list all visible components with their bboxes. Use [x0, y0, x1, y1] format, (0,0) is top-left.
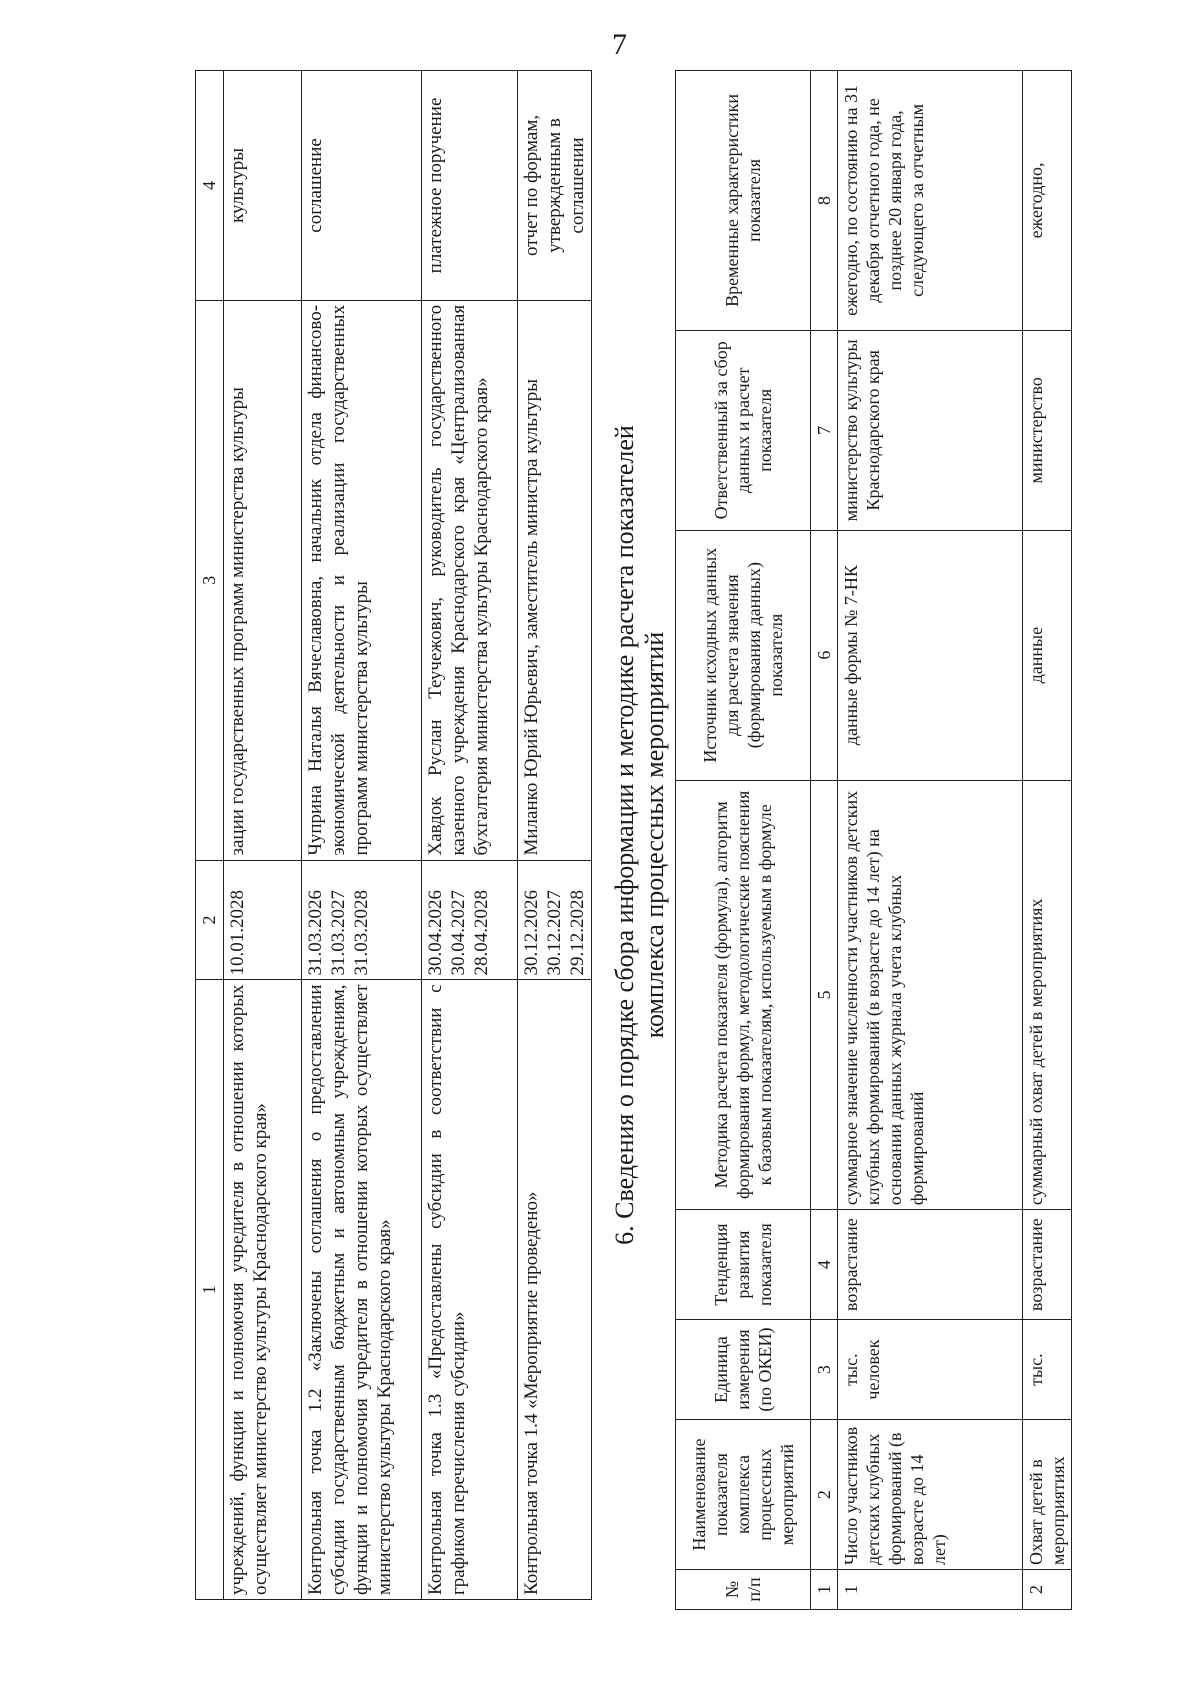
column-header: № п/п: [676, 1570, 811, 1610]
indicator-name: Охват детей в мероприятиях: [1023, 1420, 1072, 1570]
section-title-line: 6. Сведения о порядке сбора информации и методике расчета показателей: [610, 425, 639, 1245]
indicators-method-table: [675, 70, 1072, 1610]
data-source: данные формы № 7-НК: [838, 530, 1023, 780]
table-row: [422, 71, 518, 1600]
date: 30.04.2027: [448, 889, 469, 976]
table-header-row: [196, 71, 224, 1600]
responsible-person: Чуприна Наталья Вячеславовна, начальник отдела финансово-экономической деятельности и реализации государственных программ министерства культуры: [302, 300, 422, 860]
date: 30.04.2026: [425, 889, 446, 976]
table-row: [1023, 71, 1072, 1610]
control-point-description: Контрольная точка 1.2 «Заключены соглашения о предоставлении субсидии государственным бюджетным и автономным учреждениям, функции и полномочия учредителя в отношении которых осуществляет министерство культуры Краснодарского края»: [302, 980, 422, 1600]
document-type: соглашение: [302, 71, 422, 301]
control-point-description: Контрольная точка 1.3 «Предоставлены субсидии в соответствии с графиком перечисления субсидии»: [422, 980, 518, 1600]
date: 31.03.2026: [305, 889, 326, 976]
indicator-name: Число участников детских клубных формирований (в возрасте до 14 лет): [838, 1420, 1023, 1570]
date: 29.12.2028: [567, 889, 588, 976]
row-number: 2: [1023, 1570, 1072, 1610]
rotated-page-content: [80, 70, 1120, 1630]
unit: тыс.: [1023, 1320, 1072, 1420]
trend: возрастание: [838, 1210, 1023, 1320]
column-number: 4: [196, 71, 224, 301]
time-characteristics: ежегодно, по состоянию на 31 декабря отчетного года, не позднее 20 января года, следующего за отчетным: [838, 71, 1023, 331]
column-number: 4: [811, 1210, 838, 1320]
control-point-dates: [302, 860, 422, 980]
trend: возрастание: [1023, 1210, 1072, 1320]
responsible-person: Хавдок Руслан Теучежович, руководитель государственного казенного учреждения Краснодарского края «Централизованная бухгалтерия министерства культуры Краснодарского края»: [422, 300, 518, 860]
control-point-description: Контрольная точка 1.4 «Мероприятие проведено»: [518, 980, 592, 1600]
date: 28.04.2028: [471, 889, 492, 976]
column-number: 5: [811, 780, 838, 1210]
column-header: Наименование показателя комплекса процессных мероприятий: [676, 1420, 811, 1570]
column-number: 2: [196, 860, 224, 980]
time-characteristics: ежегодно,: [1023, 71, 1072, 331]
page-number: 7: [612, 28, 627, 61]
control-point-dates: [224, 860, 302, 980]
table-row: [518, 71, 592, 1600]
date: 31.03.2028: [351, 889, 372, 976]
calculation-method: суммарное значение численности участников детских клубных формирований (в возрасте до 14 лет) на основании данных журнала учета клубных формирований: [838, 780, 1023, 1210]
control-point-dates: [422, 860, 518, 980]
column-header: Временные характеристики показателя: [676, 71, 811, 331]
column-header: Источник исходных данных для расчета значения (формирования данных) показателя: [676, 530, 811, 780]
document-type: культуры: [224, 71, 302, 301]
column-header: Тенденция развития показателя: [676, 1210, 811, 1320]
date: 30.12.2026: [521, 889, 542, 976]
column-header: Методика расчета показателя (формула), алгоритм формирования формул, методологические пояснения к базовым показателям, используемым в формуле: [676, 780, 811, 1210]
table-header-row: [676, 71, 811, 1610]
date: 31.03.2027: [328, 889, 349, 976]
unit: тыс. человек: [838, 1320, 1023, 1420]
column-number: 8: [811, 71, 838, 331]
column-number: 6: [811, 530, 838, 780]
date: 10.01.2028: [227, 889, 248, 976]
column-number: 1: [196, 980, 224, 1600]
responsible: министерство: [1023, 330, 1072, 530]
table-row: [302, 71, 422, 1600]
table-row: [224, 71, 302, 1600]
calculation-method: суммарный охват детей в мероприятиях: [1023, 780, 1072, 1210]
column-number: 2: [811, 1420, 838, 1570]
column-number-row: [811, 71, 838, 1610]
responsible-person: Миланко Юрий Юрьевич, заместитель министра культуры: [518, 300, 592, 860]
column-number: 1: [811, 1570, 838, 1610]
responsible-person: зации государственных программ министерства культуры: [224, 300, 302, 860]
table-row: [838, 71, 1023, 1610]
document-type: платежное поручение: [422, 71, 518, 301]
control-point-description: учреждений, функции и полномочия учредителя в отношении которых осуществляет министерство культуры Краснодарского края»: [224, 980, 302, 1600]
row-number: 1: [838, 1570, 1023, 1610]
responsible: министерство культуры Краснодарского края: [838, 330, 1023, 530]
section-title-line: комплекса процессных мероприятий: [640, 631, 669, 1039]
document-type: отчет по формам, утвержденным в соглашении: [518, 71, 592, 301]
section-title: [610, 70, 670, 1600]
column-number: 7: [811, 330, 838, 530]
control-point-dates: [518, 860, 592, 980]
column-header: Ответственный за сбор данных и расчет показателя: [676, 330, 811, 530]
date: 30.12.2027: [544, 889, 565, 976]
column-number: 3: [196, 300, 224, 860]
column-header: Единица измерения (по ОКЕИ): [676, 1320, 811, 1420]
control-points-table: [195, 70, 592, 1600]
column-number: 3: [811, 1320, 838, 1420]
data-source: данные: [1023, 530, 1072, 780]
